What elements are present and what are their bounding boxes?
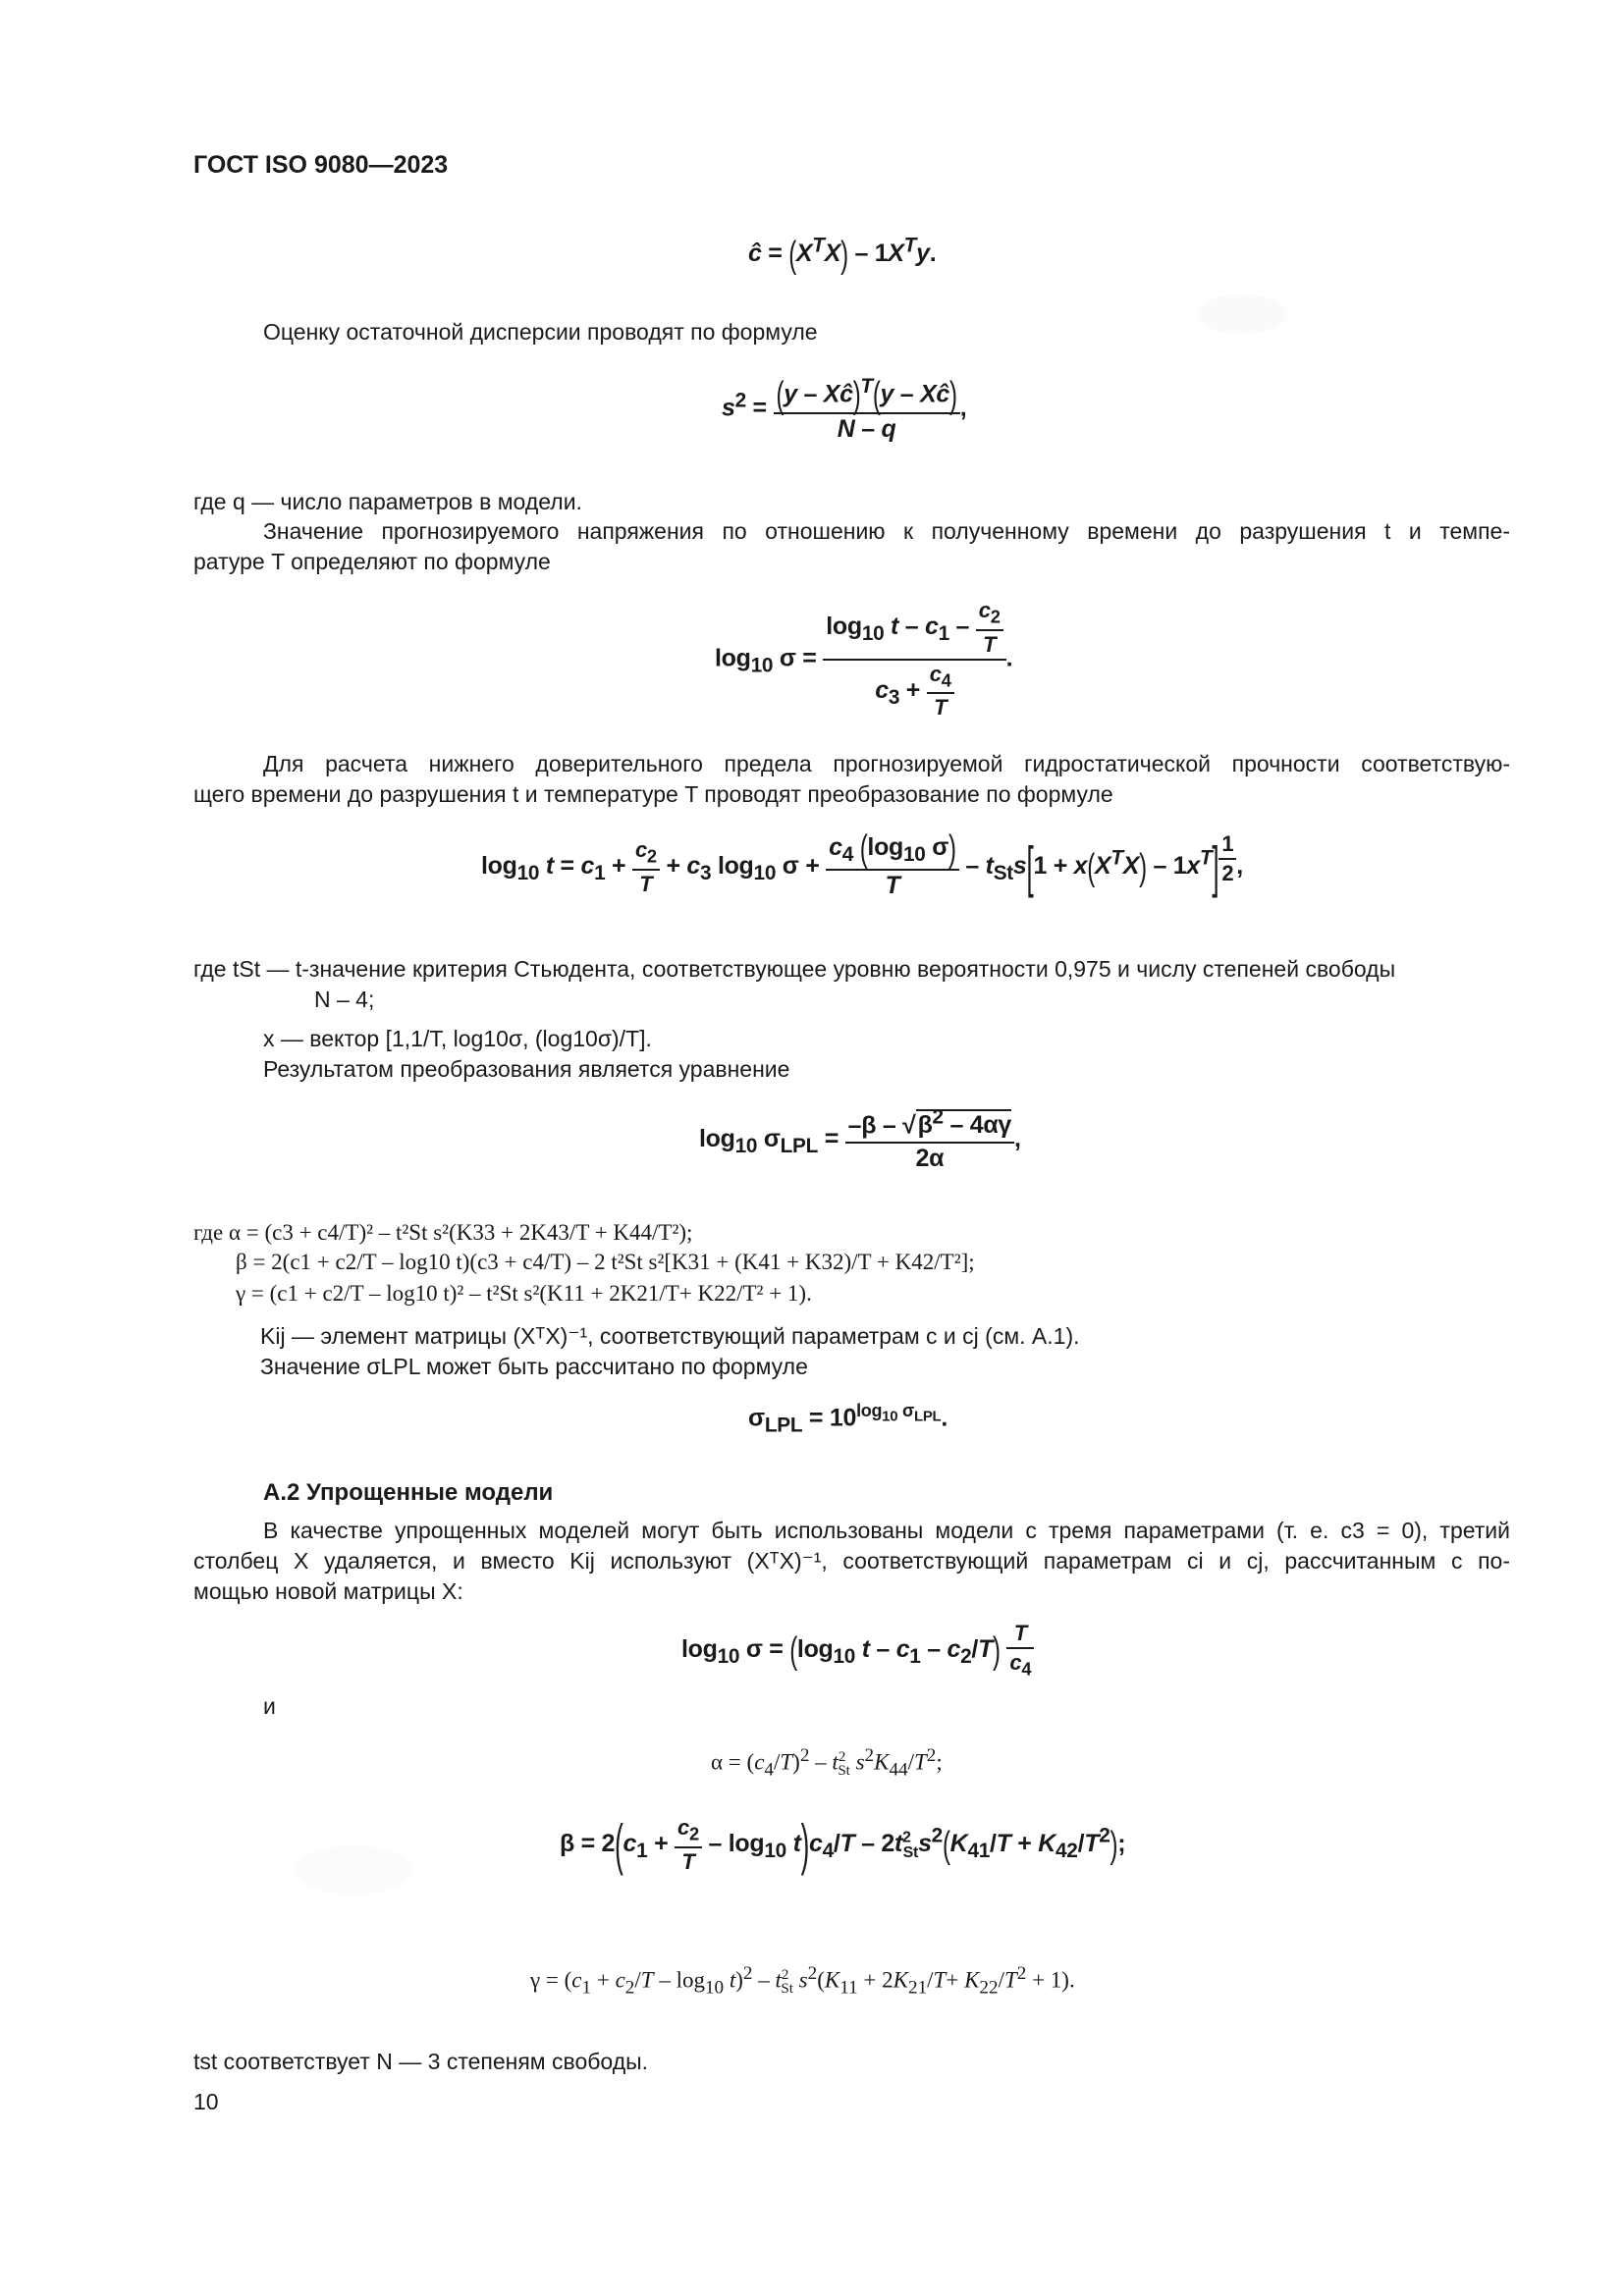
formula-beta-simple: $\beta = 2(c_1$ + $\frac{c_2}{T}$ – $\log_{10} t)c_4/T - 2t^2_{St}s^2(K_{41}/T + K_{42}/T^2)$;: [560, 1811, 1126, 1877]
page-number: 10: [193, 2089, 219, 2114]
document-header: ГОСТ ISO 9080—2023: [193, 151, 449, 179]
where-q: где q — число параметров в модели.: [193, 489, 582, 514]
tst-note: tst соответствует N — 3 степеням свободы.: [193, 2049, 649, 2074]
section-heading-a2: А.2 Упрощенные модели: [263, 1479, 554, 1506]
kij-definition: Kij — элемент матрицы (XᵀX)⁻¹, соответствующий параметрам c и cj (см. А.1).: [260, 1323, 1080, 1349]
scan-smudge: [1198, 294, 1286, 334]
formula-log-t: $\log_{10} t = c_1$ + $\frac{c_2}{T}$ + $c_3$ $\log_{10} \sigma$ + $\frac{c_4 (\log_{10} \sigma)}{T}$ – $t_{St}s[1 + x(X^TX) - 1x^T]$ $^{\frac{1}{2}}$ ,: [481, 828, 1243, 900]
alpha-simple: $\alpha = (c_4/T)^2 - t^2_{St}$ $s^2K_{44}/T^2$;: [711, 1745, 943, 1781]
formula-log-sigma-simple: $\log_{10} \sigma = (\log_{10}$ t – $c_1 - c_2/T$) $\frac{T}{c_4}$: [681, 1622, 1034, 1680]
alpha-definition: где α = (c3 + c4/T)² – t²St s²(K33 + 2K43/T + K44/T²);: [193, 1220, 693, 1245]
formula-log-sigma: $\log_{10} \sigma$ = $\log_{10} t - c_1$ – $\frac{c_2}{T}$ $c_3$ + $\frac{c_4}{T}$ .: [715, 598, 1013, 721]
paragraph-lpl-line-2: щего времени до разрушения t и температуре T проводят преобразование по формуле: [193, 781, 1113, 807]
scan-smudge: [295, 1845, 412, 1895]
where-tst-line-2: N – 4;: [314, 987, 375, 1012]
result-sentence: Результатом преобразования является уравнение: [263, 1056, 790, 1082]
where-tst-label: [193, 954, 1395, 985]
paragraph-lpl-line-1: Для расчета нижнего доверительного предела прогнозируемой гидростатической прочности соответствую-: [263, 751, 1510, 776]
conjunction-and: и: [263, 1693, 276, 1719]
formula-s2-fraction: $\frac{(y - Xĉ)^T(y - Xĉ)}{N - q}$: [774, 376, 960, 443]
gamma-simple: $\gamma = (c_1 + c_2/T - \log_{10} t)^2 - t^2_{St}$ $s^2(K_{11} + 2K_{21}/T+ K_{22}/T^2 + 1)$.: [530, 1963, 1075, 1999]
gamma-definition: γ = (c1 + c2/T – log10 t)² – t²St s²(K11 + 2K21/T+ K22/T² + 1).: [236, 1281, 812, 1306]
formula-c-hat-text: ĉ = $(X^TX) - 1X^Ty$.: [748, 234, 937, 278]
paragraph-residual: Оценку остаточной дисперсии проводят по формуле: [263, 319, 818, 345]
beta-definition: β = 2(c1 + c2/T – log10 t)(c3 + c4/T) – 2 t²St s²[K31 + (K41 + K32)/T + K42/T²];: [236, 1250, 975, 1274]
paragraph-simplified-line-2: столбец X удаляется, и вместо Kij используют (XᵀX)⁻¹, соответствующий параметрам ci и cj, рассчитанным с по-: [193, 1548, 1510, 1574]
paragraph-simplified-line-3: мощью новой матрицы X:: [193, 1578, 463, 1604]
formula-c-hat: [748, 234, 937, 278]
formula-log-sigma-fraction: $\log_{10} t - c_1$ – $\frac{c_2}{T}$ $c_3$ + $\frac{c_4}{T}$: [823, 599, 1005, 720]
x-vector: x — вектор [1,1/T, log10σ, (log10σ)/T].: [263, 1026, 652, 1051]
paragraph-stress-line-2: ратуре T определяют по формуле: [193, 549, 551, 574]
formula-log-sigma-lpl-fraction: $\frac{-\beta - √\beta^2 - 4\alpha\gamma}{2\alpha}$: [845, 1107, 1014, 1172]
paragraph-simplified-line-1: В качестве упрощенных моделей могут быть использованы модели с тремя параметрами (т. е. c3 = 0), третий: [263, 1518, 1510, 1543]
formula-s2: $s^2$ = $\frac{(y - Xĉ)^T(y - Xĉ)}{N - q}$ ,: [722, 374, 967, 443]
formula-log-sigma-lpl: $\log_{10} \sigma_{LPL}$ = $\frac{-\beta - √\beta^2 - 4\alpha\gamma}{2\alpha}$ ,: [699, 1106, 1021, 1172]
formula-sigma-lpl: $\sigma_{LPL} = 10^{log_{10} \sigma_{LPL}}$.: [748, 1401, 948, 1437]
paragraph-stress-line-1: Значение прогнозируемого напряжения по отношению к полученному времени до разрушения t и темпе-: [263, 518, 1510, 544]
where-tst-text: где tSt — t-значение критерия Стьюдента, соответствующее уровню вероятности 0,975 и числу степеней свободы: [193, 956, 1396, 982]
sigma-lpl-calc: Значение σLPL может быть рассчитано по формуле: [260, 1354, 808, 1379]
